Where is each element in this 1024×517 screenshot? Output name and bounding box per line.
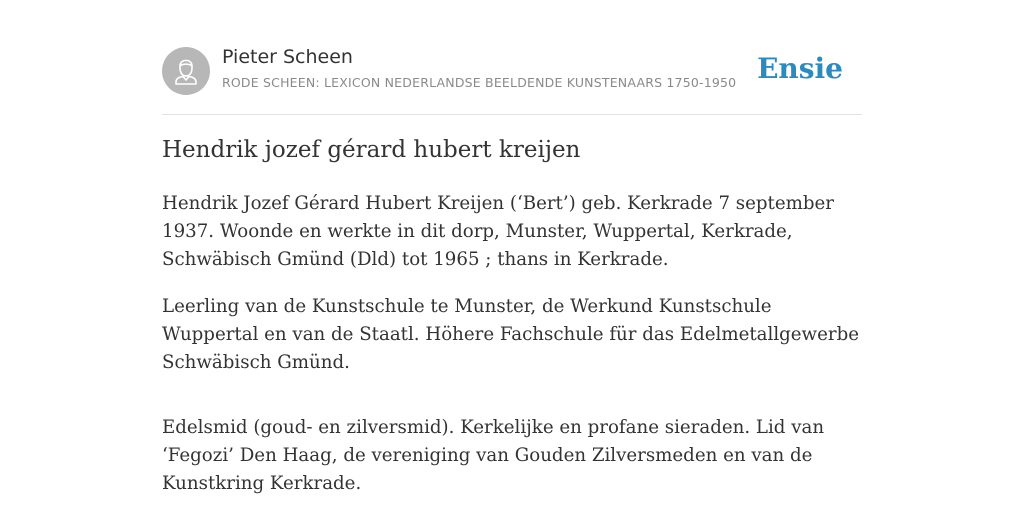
author-name[interactable]: Pieter Scheen bbox=[222, 46, 353, 68]
paragraph: Leerling van de Kunstschule te Munster, de Werkund Kunstschule Wuppertal en van de Staatl. Höhere Fachschule für das Edelmetallgewerbe Schwäbisch Gmünd. bbox=[162, 296, 859, 373]
brand-logo[interactable]: Ensie bbox=[757, 52, 843, 85]
author-avatar[interactable] bbox=[162, 47, 210, 95]
paragraph: Edelsmid (goud- en zilversmid). Kerkelijke en profane sieraden. Lid van ‘Fegozi’ Den Haag, de vereniging van Gouden Zilversmeden en van de Kunstkring Kerkrade. bbox=[162, 417, 825, 494]
paragraph: Hendrik Jozef Gérard Hubert Kreijen (‘Bert’) geb. Kerkrade 7 september 1937. Woonde en werkte in dit dorp, Munster, Wuppertal, Kerkrade, Schwäbisch Gmünd (Dld) tot 1965 ; thans in Kerkrade. bbox=[162, 193, 834, 270]
entry-title: Hendrik jozef gérard hubert kreijen bbox=[162, 137, 581, 163]
entry-body bbox=[162, 190, 862, 517]
entry-card bbox=[162, 44, 862, 494]
user-icon bbox=[162, 47, 210, 95]
source-publication[interactable]: RODE SCHEEN: LEXICON NEDERLANDSE BEELDENDE KUNSTENAARS 1750-1950 bbox=[222, 75, 737, 90]
author-header bbox=[162, 44, 862, 115]
